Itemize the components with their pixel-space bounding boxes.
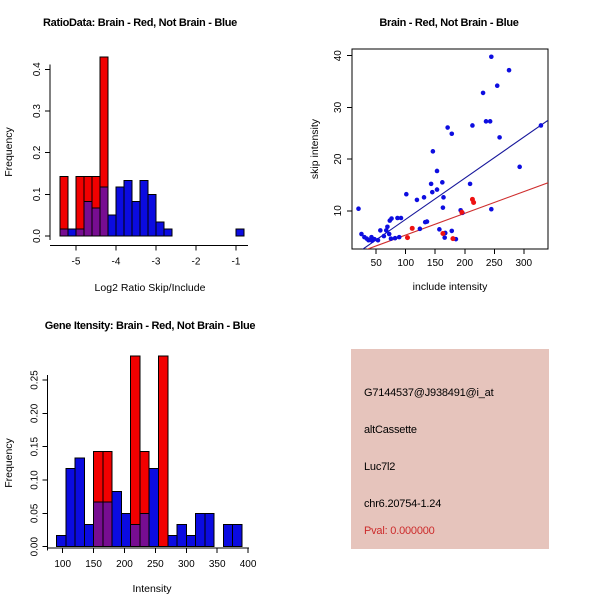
ratio_hist-bar: [76, 176, 84, 236]
splice-event-type-text: altCassette: [364, 424, 417, 436]
gene_hist-y-tick-label: 0.10: [29, 470, 41, 490]
ratio_hist-bar: [100, 187, 108, 236]
ratio_hist-bar: [140, 181, 148, 236]
gene_hist-y-tick-label: 0.15: [29, 436, 41, 457]
not-brain-point: [430, 190, 435, 195]
not-brain-point: [468, 182, 473, 187]
gene_hist-bar: [75, 458, 84, 547]
ratio_hist-bar: [76, 229, 84, 236]
gene_hist-y-axis-title: Frequency: [3, 438, 15, 488]
ratio_hist-bar: [60, 176, 68, 236]
not-brain-point: [449, 229, 454, 234]
scatter-x-axis-title: include intensity: [412, 281, 488, 293]
gene_hist-bar: [177, 525, 186, 547]
not-brain-point: [429, 182, 434, 187]
not-brain-point: [389, 236, 394, 241]
gene_hist-bar: [149, 469, 158, 547]
ratio_hist-bar: [132, 201, 140, 236]
not-brain-point: [495, 83, 500, 88]
not-brain-point: [442, 235, 447, 240]
gene_hist-x-tick-label: 250: [147, 559, 164, 570]
not-brain-point: [441, 205, 446, 210]
scatter-x-tick-label: 250: [485, 258, 503, 269]
scatter-title: Brain - Red, Not Brain - Blue: [379, 17, 519, 29]
ratio_hist-title: RatioData: Brain - Red, Not Brain - Blue: [43, 17, 237, 29]
not-brain-point: [431, 149, 436, 154]
gene_hist-x-tick-label: 150: [85, 559, 102, 570]
ratio_hist-bar: [60, 229, 68, 236]
ratio_hist-bar: [68, 229, 76, 236]
not-brain-point: [387, 232, 392, 237]
not-brain-point: [449, 131, 454, 136]
not-brain-point: [425, 219, 430, 224]
gene_hist-x-tick-label: 100: [54, 559, 72, 570]
scatter-y-tick-label: 10: [333, 205, 344, 217]
gene_hist-x-tick-label: 300: [177, 559, 195, 570]
ratio_hist-bar: [156, 222, 164, 236]
gene_hist-bar: [84, 525, 93, 547]
scatter-y-tick-label: 40: [333, 50, 344, 62]
not-brain-point: [356, 206, 361, 211]
not-brain-point: [382, 234, 387, 239]
ratio_hist-y-tick-label: 0.2: [32, 145, 43, 160]
scatter-x-tick-label: 200: [456, 258, 474, 269]
gene_hist-x-tick-label: 200: [116, 559, 133, 570]
gene_hist-x-tick-label: 350: [208, 559, 226, 570]
pvalue-text: Pval: 0.000000: [364, 525, 435, 537]
scatter-plot: [309, 17, 548, 293]
gene_hist-y-tick-label: 0.25: [29, 370, 41, 390]
ratio_hist-bar: [124, 181, 132, 236]
ratio_hist-y-axis-title: Frequency: [3, 127, 15, 177]
gene_hist-x-axis-title: Intensity: [132, 583, 172, 595]
gene_hist-bar: [112, 491, 121, 546]
scatter-y-tick-label: 30: [333, 101, 344, 113]
not-brain-point: [481, 91, 486, 96]
brain-point: [405, 235, 410, 240]
gene_hist-bar: [94, 502, 103, 547]
ratio_hist-x-tick-label: -1: [231, 256, 241, 268]
not-brain-point: [517, 165, 522, 170]
gene_hist-bar: [186, 535, 195, 546]
ratio_hist-plot: [3, 17, 248, 294]
not-brain-point: [404, 192, 409, 197]
gene_hist-bar: [131, 356, 140, 547]
not-brain-point: [470, 123, 475, 128]
not-brain-point: [376, 238, 381, 243]
gene_hist-y-tick-label: 0.00: [29, 536, 41, 557]
gene_hist-y-tick-label: 0.05: [29, 503, 41, 524]
brain-point: [450, 236, 455, 241]
not-brain-point: [440, 180, 445, 185]
ratio_hist-bar: [164, 229, 172, 236]
not-brain-point: [399, 216, 404, 221]
probe-id-text: G7144537@J938491@i_at: [364, 387, 494, 399]
scatter-y-tick-label: 20: [333, 153, 344, 165]
gene_hist-bar: [168, 535, 177, 546]
ratio_hist-y-tick-label: 0.4: [32, 62, 43, 77]
gene-info-panel: [351, 349, 549, 549]
gene_hist-bar: [140, 513, 149, 546]
regression-line-not-brain: [352, 120, 548, 256]
not-brain-point: [389, 216, 394, 221]
ratio_hist-y-tick-label: 0.1: [32, 187, 43, 202]
ratio_hist-bar: [148, 194, 156, 236]
brain-point: [410, 226, 415, 231]
scatter-x-tick-label: 100: [397, 258, 415, 269]
not-brain-point: [397, 235, 402, 240]
brain-point: [440, 231, 445, 236]
gene_hist-bar: [205, 513, 214, 546]
ratio_hist-y-tick-label: 0.0: [32, 229, 43, 243]
scatter-y-axis-title: skip intensity: [309, 118, 321, 180]
ratio_hist-x-tick-label: -5: [71, 256, 81, 268]
not-brain-point: [489, 54, 494, 59]
brain-point: [471, 200, 476, 205]
gene_hist-bar: [233, 525, 242, 547]
gene_hist-bar: [57, 535, 66, 546]
scatter-x-tick-label: 50: [370, 258, 382, 269]
gene_hist-title: Gene Itensity: Brain - Red, Not Brain - Blue: [44, 320, 256, 332]
scatter-x-tick-label: 150: [426, 258, 444, 269]
gene_hist-bar: [103, 502, 112, 547]
not-brain-point: [488, 119, 493, 124]
gene_hist-x-tick-label: 400: [239, 559, 257, 570]
ratio_hist-bar: [84, 201, 92, 236]
not-brain-point: [422, 195, 427, 200]
not-brain-point: [415, 198, 420, 203]
not-brain-point: [489, 207, 494, 212]
not-brain-point: [497, 135, 502, 140]
not-brain-point: [484, 119, 489, 124]
not-brain-point: [435, 187, 440, 192]
gene_hist-bar: [223, 525, 232, 547]
not-brain-point: [393, 236, 398, 241]
chromosome-location-text: chr6.20754-1.24: [364, 498, 442, 510]
not-brain-point: [435, 169, 440, 174]
ratio_hist-x-axis-title: Log2 Ratio Skip/Include: [94, 282, 206, 294]
not-brain-point: [539, 123, 544, 128]
gene_hist-bar: [158, 356, 167, 547]
gene_hist-y-tick-label: 0.20: [29, 403, 41, 424]
gene_hist-plot: [3, 320, 257, 595]
gene_hist-bar: [131, 525, 140, 547]
brain-point: [459, 210, 464, 215]
gene-symbol-text: Luc7l2: [364, 461, 396, 473]
ratio_hist-y-tick-label: 0.3: [32, 104, 43, 118]
ratio_hist-bar: [236, 229, 244, 236]
not-brain-point: [445, 125, 450, 130]
not-brain-point: [507, 68, 512, 73]
gene_hist-bar: [196, 513, 205, 546]
ratio_hist-bar: [116, 187, 124, 236]
ratio_hist-x-tick-label: -3: [151, 256, 161, 268]
gene_hist-bar: [121, 513, 130, 546]
ratio_hist-bar: [108, 215, 116, 236]
ratio_hist-x-tick-label: -4: [111, 256, 121, 268]
not-brain-point: [418, 227, 423, 232]
not-brain-point: [437, 227, 442, 232]
not-brain-point: [385, 224, 390, 229]
ratio_hist-x-tick-label: -2: [191, 256, 201, 268]
scatter-x-tick-label: 300: [515, 258, 533, 269]
not-brain-point: [378, 228, 383, 233]
not-brain-point: [441, 195, 446, 200]
regression-line-brain: [352, 183, 548, 255]
gene_hist-bar: [66, 469, 75, 547]
ratio_hist-bar: [92, 208, 100, 236]
